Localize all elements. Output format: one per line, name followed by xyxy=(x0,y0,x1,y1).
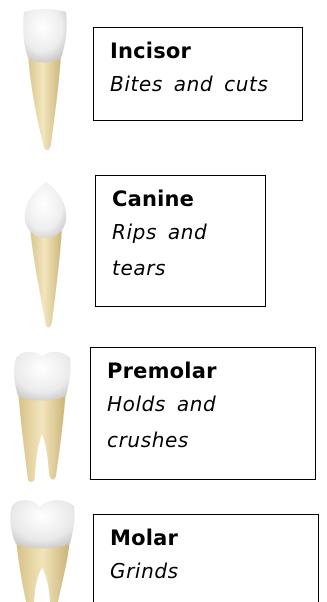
tooth-description: Holds and crushes xyxy=(107,392,217,452)
tooth-description: Rips and tears xyxy=(112,220,208,280)
incisor-card xyxy=(93,27,303,121)
tooth-description: Bites and cuts xyxy=(110,72,269,96)
canine-card xyxy=(95,175,266,307)
incisor-tooth-icon xyxy=(14,6,74,156)
premolar-card xyxy=(90,347,316,480)
canine-tooth-icon xyxy=(18,180,74,330)
tooth-name: Incisor xyxy=(110,39,192,63)
tooth-name: Molar xyxy=(110,526,179,550)
molar-tooth-icon xyxy=(4,496,84,602)
tooth-description: Grinds xyxy=(110,559,179,583)
molar-card xyxy=(93,514,319,602)
premolar-tooth-icon xyxy=(8,348,78,488)
tooth-name: Canine xyxy=(112,187,195,211)
tooth-name: Premolar xyxy=(107,359,217,383)
